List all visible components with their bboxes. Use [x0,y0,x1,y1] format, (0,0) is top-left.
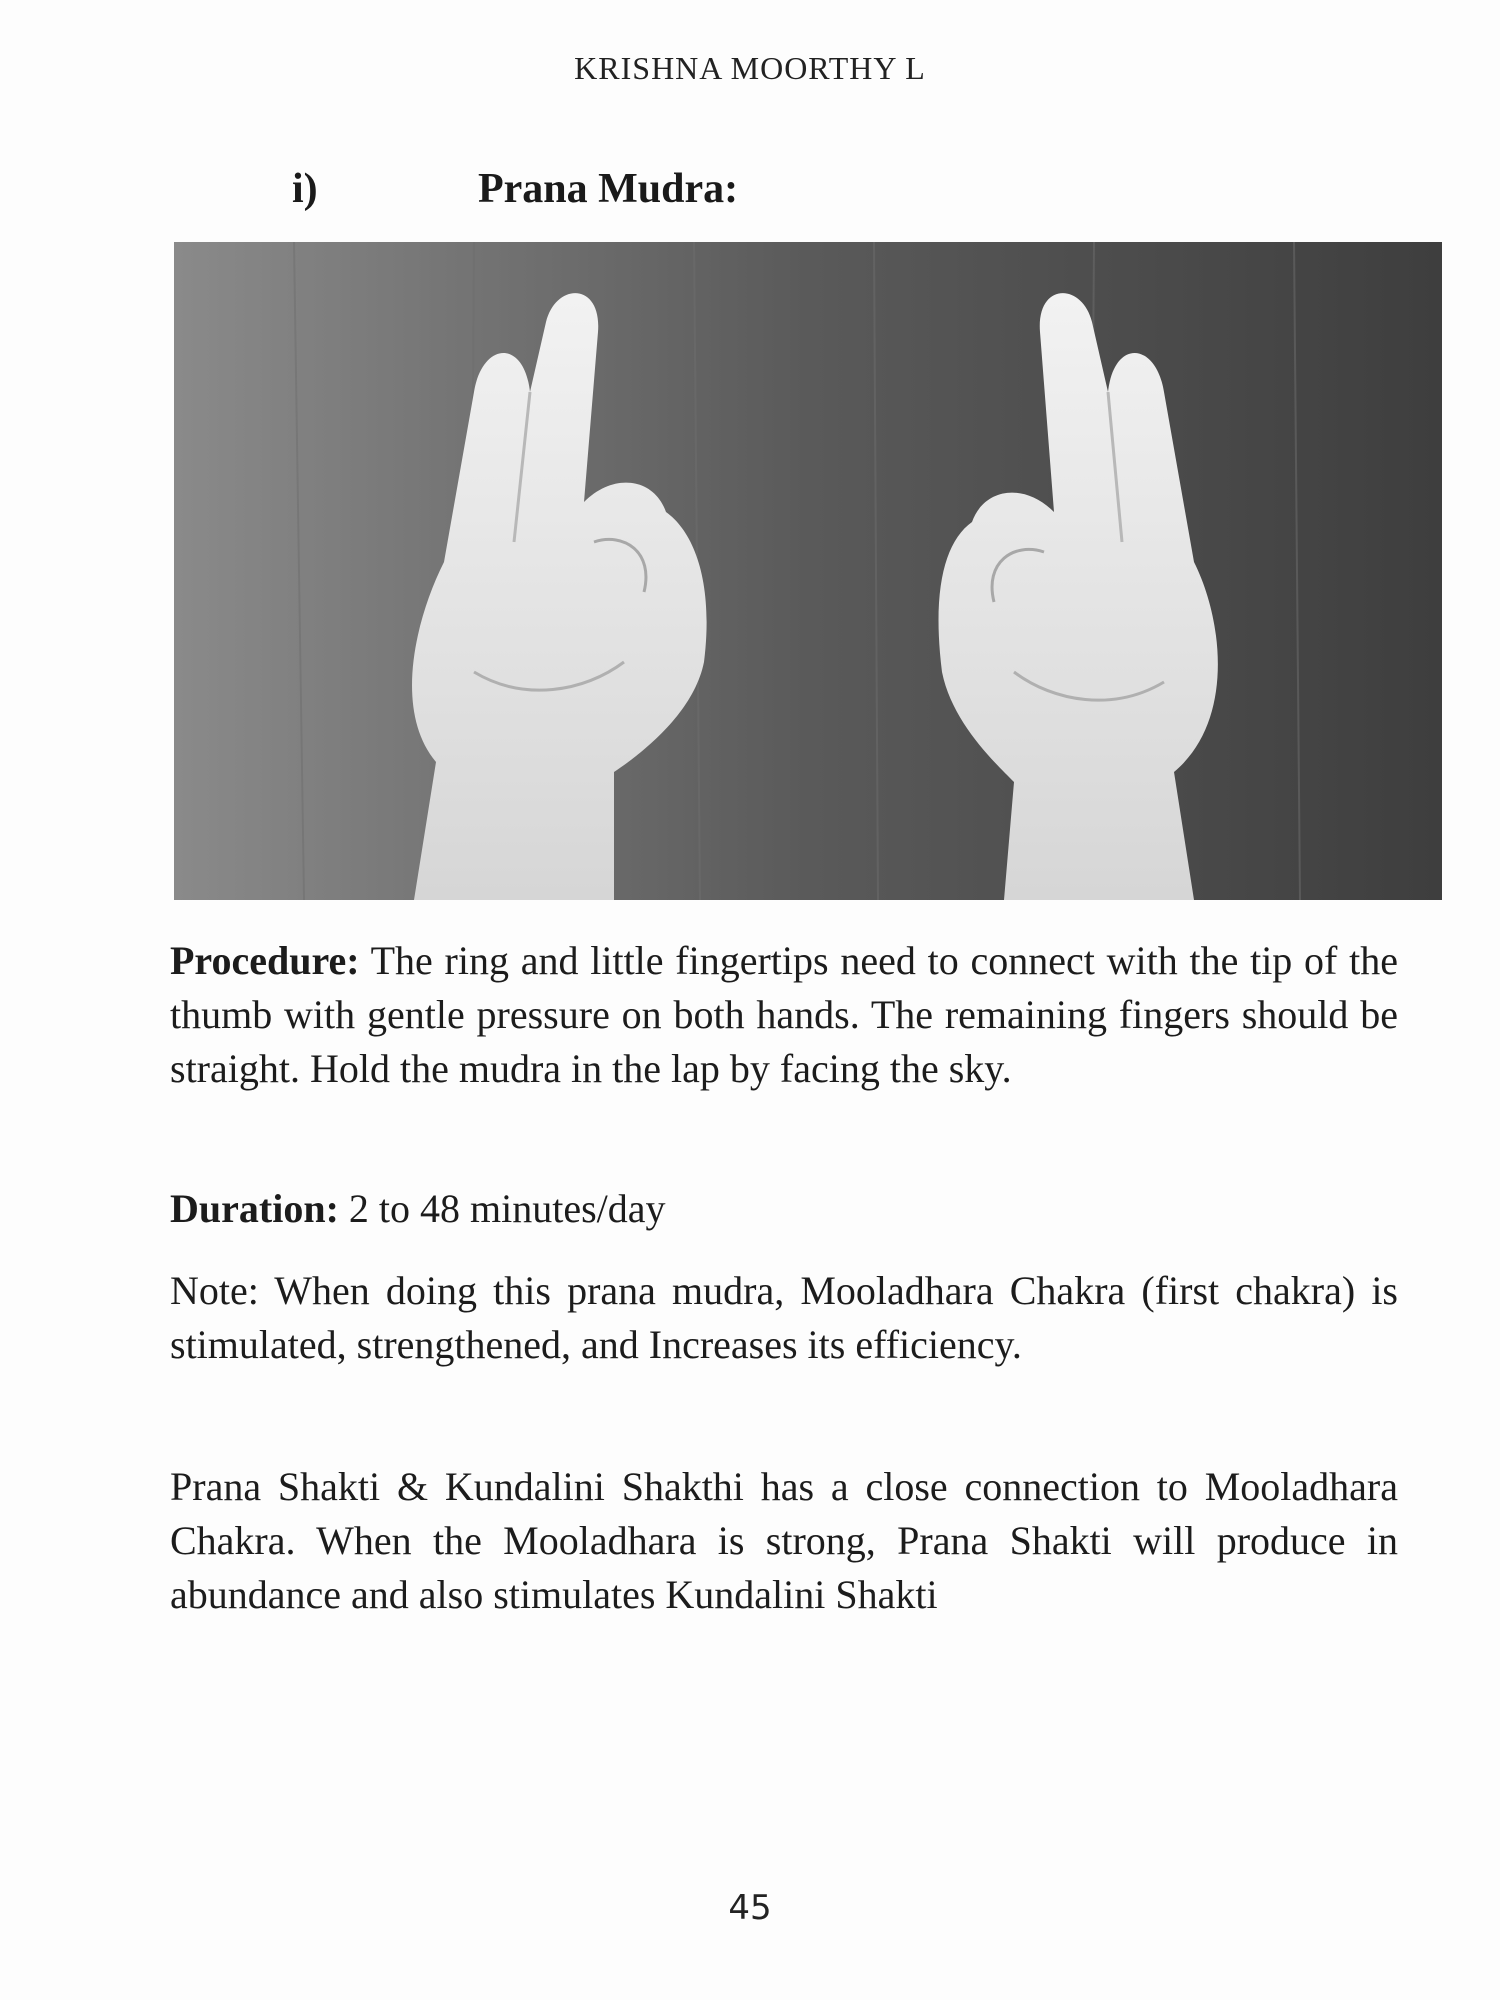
procedure-paragraph [170,934,1398,1096]
duration-paragraph [170,1182,1398,1236]
duration-text: 2 to 48 minutes/day [338,1186,666,1231]
section-number: i) [292,166,318,212]
running-head: KRISHNA MOORTHY L [574,50,926,86]
note-paragraph: Note: When doing this prana mudra, Mooladhara Chakra (first chakra) is stimulated, strengthened, and Increases its efficiency. [170,1268,1398,1367]
prana-mudra-photo [174,242,1442,900]
procedure-text: The ring and little fingertips need to connect with the tip of the thumb with gentle pressure on both hands. The remaining fingers should be straight. Hold the mudra in the lap by facing the sky. [170,938,1398,1091]
section-heading [292,165,738,213]
procedure-label: Procedure: [170,938,360,983]
duration-label: Duration: [170,1186,339,1231]
prana-shakti-paragraph: Prana Shakti & Kundalini Shakthi has a close connection to Mooladhara Chakra. When the Mooladhara is strong, Prana Shakti will produce in abundance and also stimulates Kundalini Shakti [170,1464,1398,1617]
page-number: 45 [728,1888,772,1928]
section-title: Prana Mudra: [478,166,739,212]
